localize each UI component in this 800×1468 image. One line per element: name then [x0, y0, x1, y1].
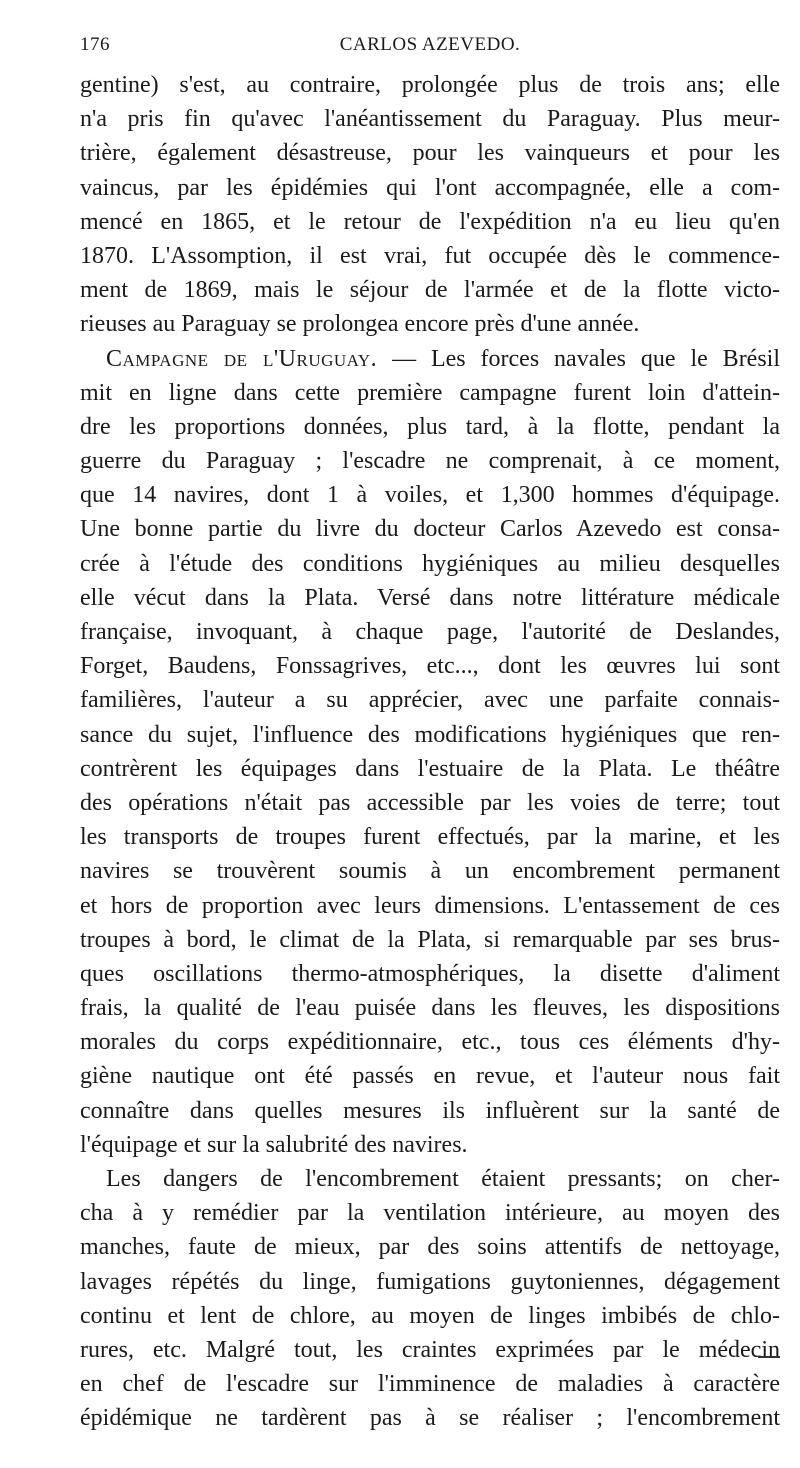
- text-line: gentine) s'est, au contraire, prolongée plus de trois ans; elle: [80, 72, 780, 98]
- text-line: connaître dans quelles mesures ils influèrent sur la santé de: [80, 1097, 780, 1124]
- text-line: frais, la qualité de l'eau puisée dans les fleuves, les dispositions: [80, 995, 780, 1022]
- text-line: crée à l'étude des conditions hygiéniques au milieu desquelles: [80, 550, 780, 577]
- text-line: et hors de proportion avec leurs dimensions. L'entassement de ces: [80, 892, 780, 919]
- text-line: que 14 navires, dont 1 à voiles, et 1,300 hommes d'équipage.: [80, 482, 780, 509]
- section-heading: Campagne de l'Uruguay.: [106, 345, 378, 372]
- text-line: rures, etc. Malgré tout, les craintes exprimées par le médecin: [80, 1336, 780, 1363]
- text-line: l'équipage et sur la salubrité des navires.: [80, 1131, 468, 1158]
- text-line: des opérations n'était pas accessible par les voies de terre; tout: [80, 789, 780, 816]
- text-line: guerre du Paraguay ; l'escadre ne comprenait, à ce moment,: [80, 448, 780, 475]
- text-line: n'a pris fin qu'avec l'anéantissement du Paraguay. Plus meur-: [80, 106, 780, 133]
- text-line: trière, également désastreuse, pour les vainqueurs et pour les: [80, 140, 780, 167]
- text-line: Forget, Baudens, Fonssagrives, etc..., dont les œuvres lui sont: [80, 653, 780, 680]
- text-line: navires se trouvèrent soumis à un encombrement permanent: [80, 858, 780, 885]
- text-line: mit en ligne dans cette première campagne furent loin d'attein-: [80, 379, 780, 406]
- catchword-rule: [758, 1356, 780, 1358]
- text-line: vaincus, par les épidémies qui l'ont accompagnée, elle a com-: [80, 174, 780, 201]
- text-line: ment de 1869, mais le séjour de l'armée et de la flotte victo-: [80, 277, 780, 304]
- text-line: 1870. L'Assomption, il est vrai, fut occupée dès le commence-: [80, 242, 780, 269]
- page-number: 176: [80, 34, 110, 55]
- text-line: sance du sujet, l'influence des modifications hygiéniques que ren-: [80, 721, 780, 748]
- body-text: [80, 68, 780, 1436]
- text-line: les transports de troupes furent effectués, par la marine, et les: [80, 824, 780, 851]
- text-line: lavages répétés du linge, fumigations guytoniennes, dégagement: [80, 1268, 780, 1295]
- text-line: manches, faute de mieux, par des soins attentifs de nettoyage,: [80, 1234, 780, 1261]
- text-line: troupes à bord, le climat de la Plata, si remarquable par ses brus-: [80, 926, 780, 953]
- text-line: Les dangers de l'encombrement étaient pressants; on cher-: [106, 1166, 780, 1192]
- text-line: giène nautique ont été passés en revue, et l'auteur nous fait: [80, 1063, 780, 1090]
- text-line: Une bonne partie du livre du docteur Carlos Azevedo est consa-: [80, 516, 780, 543]
- text-line-fragment: — Les forces navales que le Brésil: [392, 345, 780, 372]
- text-line: cha à y remédier par la ventilation intérieure, au moyen des: [80, 1200, 780, 1227]
- text-line: rieuses au Paraguay se prolongea encore près d'une année.: [80, 311, 640, 338]
- text-line: elle vécut dans la Plata. Versé dans notre littérature médicale: [80, 584, 780, 611]
- text-line: morales du corps expéditionnaire, etc., tous ces éléments d'hy-: [80, 1029, 780, 1056]
- text-line: familières, l'auteur a su apprécier, avec une parfaite connais-: [80, 687, 780, 714]
- text-line: contrèrent les équipages dans l'estuaire de la Plata. Le théâtre: [80, 755, 780, 782]
- running-title: CARLOS AZEVEDO.: [339, 34, 521, 55]
- section-line: [80, 342, 780, 376]
- text-line: dre les proportions données, plus tard, à la flotte, pendant la: [80, 413, 780, 440]
- page-header: [80, 30, 780, 60]
- text-line: mencé en 1865, et le retour de l'expédition n'a eu lieu qu'en: [80, 208, 780, 235]
- text-line: en chef de l'escadre sur l'imminence de maladies à caractère: [80, 1371, 780, 1398]
- text-line: continu et lent de chlore, au moyen de linges imbibés de chlo-: [80, 1302, 780, 1329]
- text-line: épidémique ne tardèrent pas à se réaliser ; l'encombrement: [80, 1405, 780, 1432]
- text-line: ques oscillations thermo-atmosphériques, la disette d'aliment: [80, 960, 780, 987]
- text-line: française, invoquant, à chaque page, l'autorité de Deslandes,: [80, 619, 780, 645]
